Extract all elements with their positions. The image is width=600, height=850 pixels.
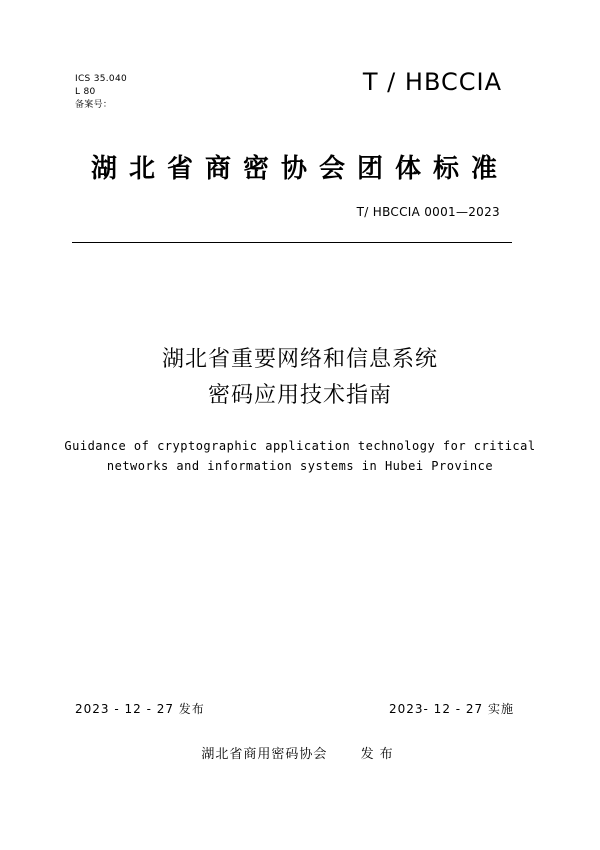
publisher-line [0,743,600,762]
organization-standard-heading: 湖北省商密协会团体标准 [90,154,509,184]
classification-block [75,74,127,113]
publisher-name: 湖北省商用密码协会 [201,747,328,762]
ics-code: ICS 35.040 [75,74,128,84]
standard-mark: T / HBCCIA [362,68,502,96]
chinese-title [0,342,600,414]
publisher-action: 发布 [360,747,399,762]
record-number-label: 备案号： [75,100,113,110]
english-title [0,436,600,476]
chinese-title-line-2: 密码应用技术指南 [207,383,392,408]
issue-date: 2023 - 12 - 27 发布 [75,702,205,716]
standard-number: T/ HBCCIA 0001—2023 [356,205,500,219]
implementation-date: 2023- 12 - 27 实施 [389,702,514,716]
chinese-title-line-1: 湖北省重要网络和信息系统 [161,347,438,372]
english-title-line-1: Guidance of cryptographic application technology for critical [64,439,536,453]
category-code: L 80 [75,87,96,97]
header-divider [72,242,512,243]
english-title-line-2: networks and information systems in Hubei Province [106,459,494,473]
